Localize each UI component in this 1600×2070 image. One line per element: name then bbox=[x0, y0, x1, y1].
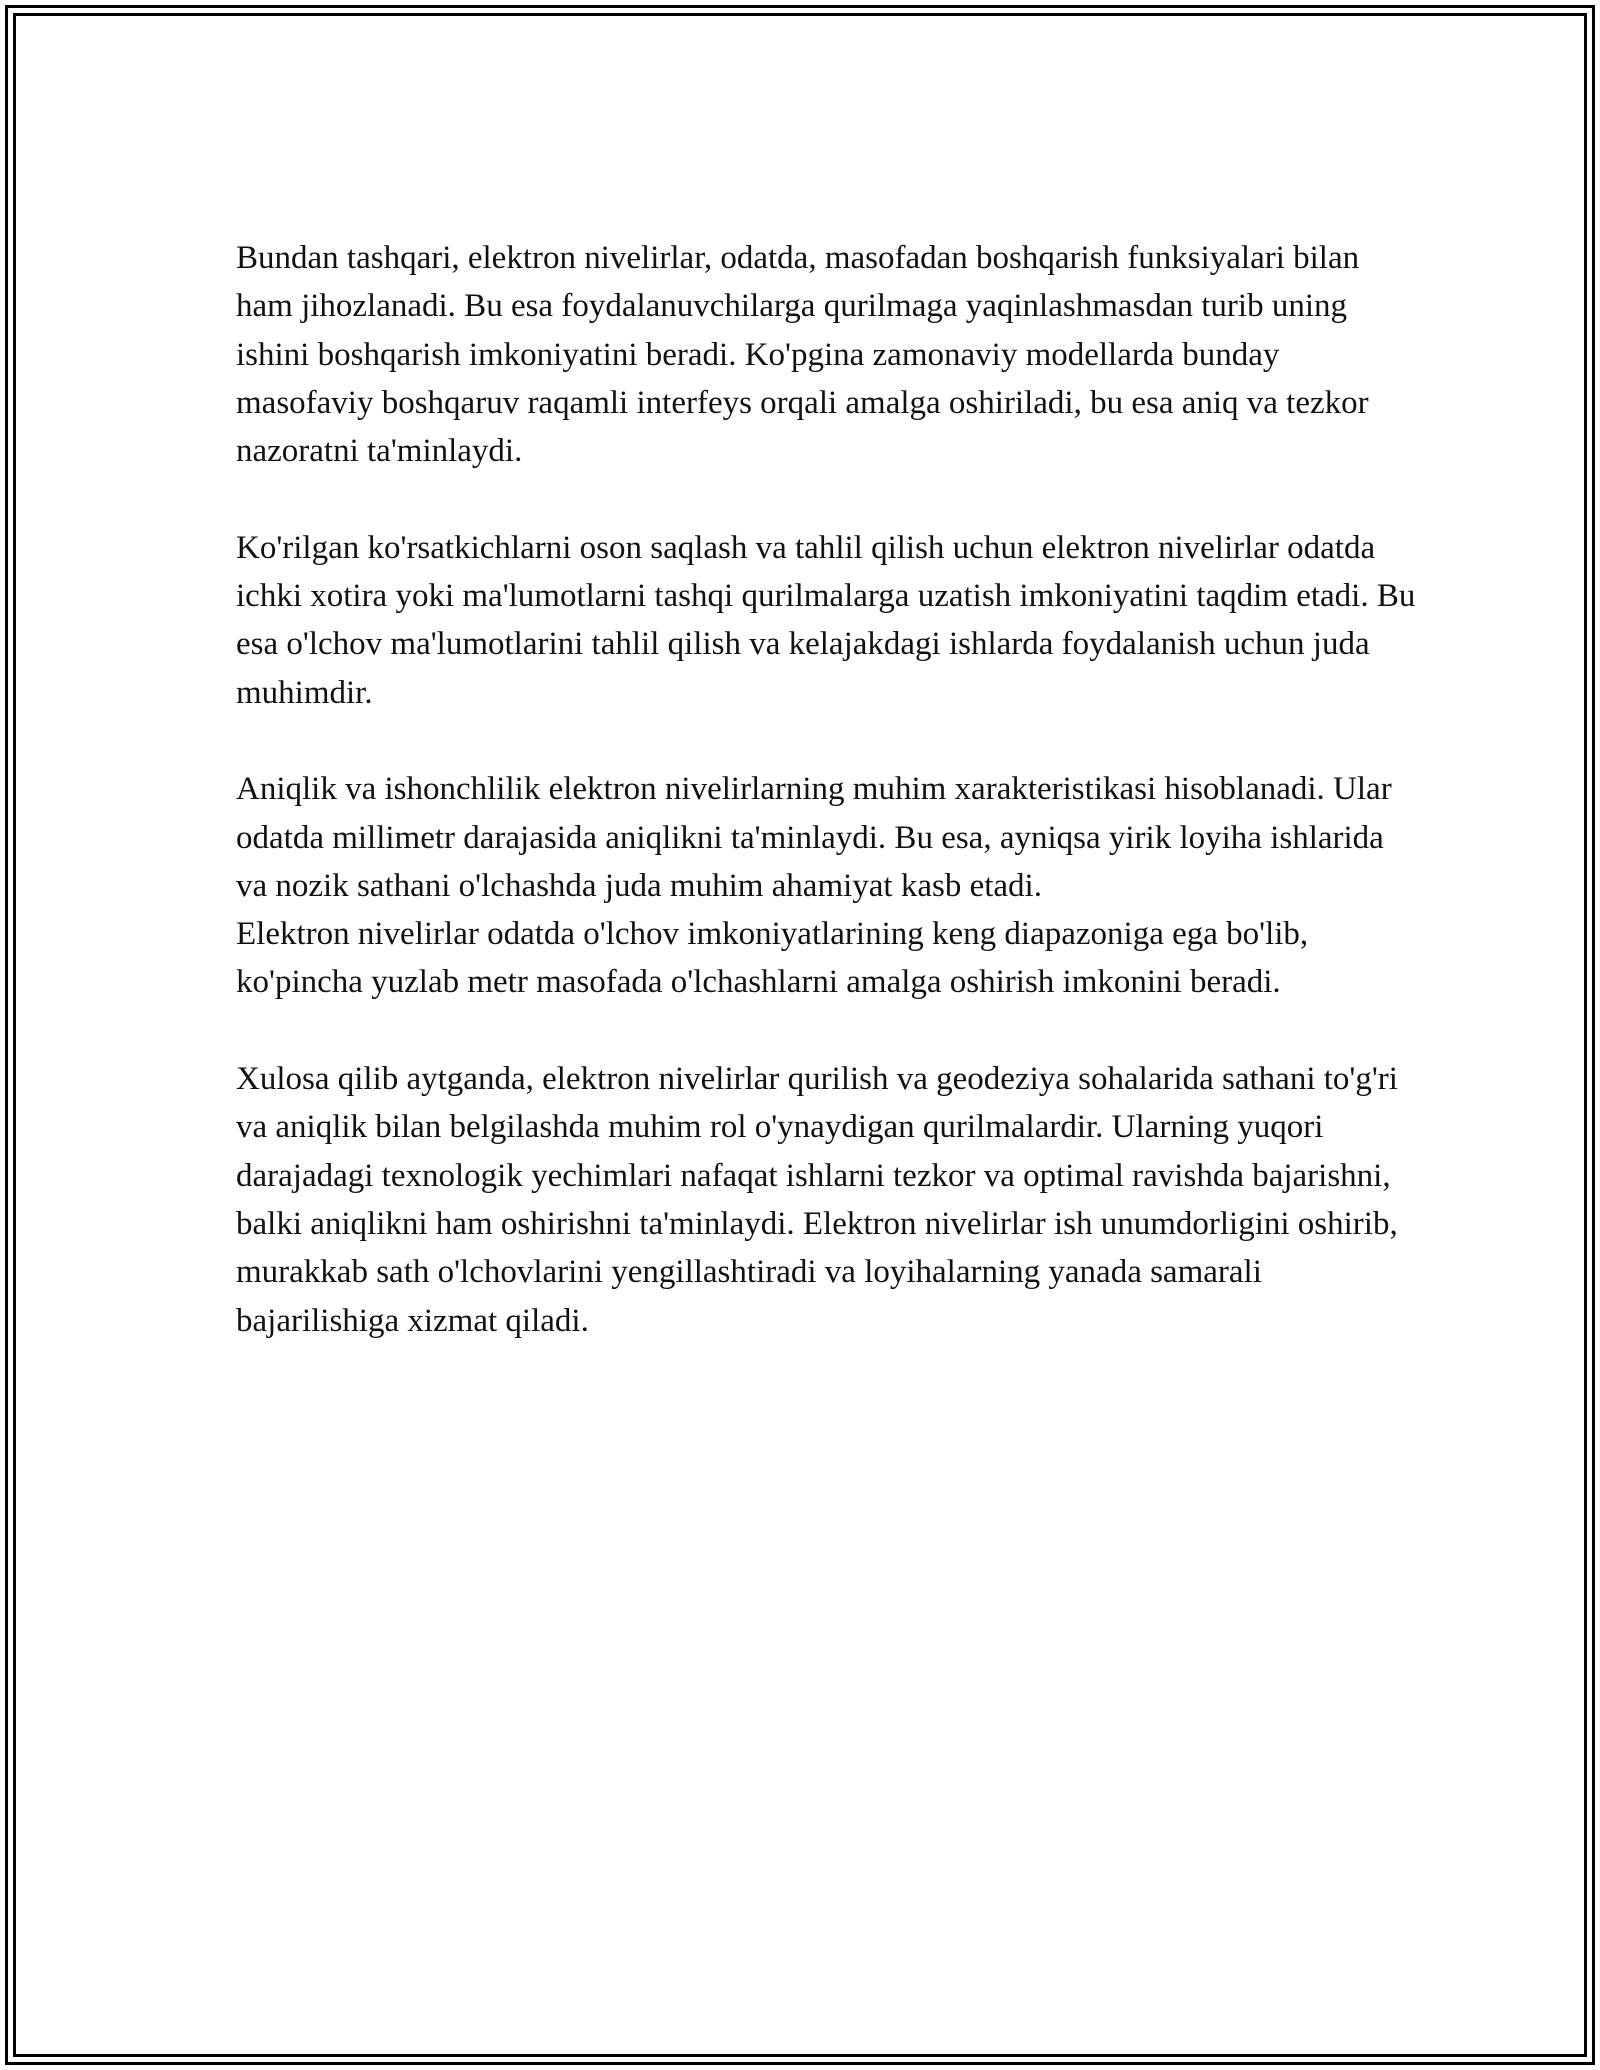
paragraph-data-storage: Ko'rilgan ko'rsatkichlarni oson saqlash va tahlil qilish uchun elektron nivelirlar odatda ichki xotira yoki ma'lumotlarni tashqi qurilmalarga uzatish imkoniyatini taqdim etadi. Bu esa o'lchov ma'lumotlarini tahlil qilish va kelajakdagi ishlarda foydalanish uchun juda muhimdir. bbox=[236, 529, 1416, 711]
paragraph-gap bbox=[236, 1007, 1416, 1055]
paragraph-accuracy: Aniqlik va ishonchlilik elektron nivelirlarning muhim xarakteristikasi hisoblanadi. Ular odatda millimetr darajasida aniqlikni ta'minlaydi. Bu esa, ayniqsa yirik loyiha ishlarida va nozik sathani o'lchashda juda muhim ahamiyat kasb etadi. bbox=[236, 771, 1392, 904]
paragraph-gap bbox=[236, 717, 1416, 765]
document-body bbox=[236, 234, 1416, 1345]
paragraph-measurement-range: Elektron nivelirlar odatda o'lchov imkoniyatlarining keng diapazoniga ega bo'lib, ko'pincha yuzlab metr masofada o'lchashlarni amalga oshirish imkonini beradi. bbox=[236, 916, 1309, 1001]
paragraph-remote-control: Bundan tashqari, elektron nivelirlar, odatda, masofadan boshqarish funksiyalari bilan ham jihozlanadi. Bu esa foydalanuvchilarga qurilmaga yaqinlashmasdan turib uning ishini boshqarish imkoniyatini beradi. Ko'pgina zamonaviy modellarda bunday masofaviy boshqaruv raqamli interfeys orqali amalga oshiriladi, bu esa aniq va tezkor nazoratni ta'minlaydi. bbox=[236, 240, 1369, 470]
paragraph-conclusion: Xulosa qilib aytganda, elektron nivelirlar qurilish va geodeziya sohalarida sathani to'g'ri va aniqlik bilan belgilashda muhim rol o'ynaydigan qurilmalardir. Ularning yuqori darajadagi texnologik yechimlari nafaqat ishlarni tezkor va optimal ravishda bajarishni, balki aniqlikni ham oshirishni ta'minlaydi. Elektron nivelirlar ish unumdorligini oshirib, murakkab sath o'lchovlarini yengillashtiradi va loyihalarning yanada samarali bajarilishiga xizmat qiladi. bbox=[236, 1061, 1398, 1339]
paragraph-gap bbox=[236, 475, 1416, 523]
